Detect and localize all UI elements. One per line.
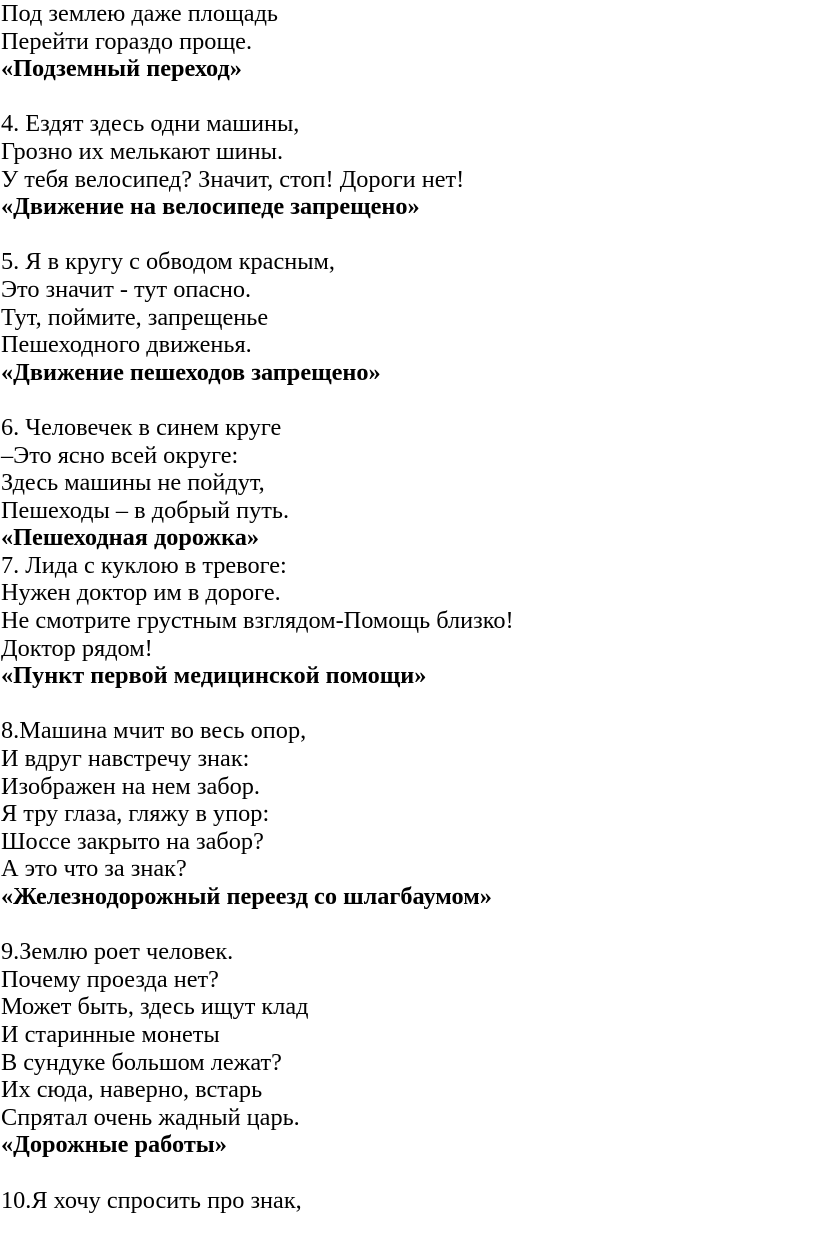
blank-line (1, 690, 811, 718)
poem-line: Я тру глаза, гляжу в упор: (1, 800, 270, 828)
poem-line: 7. Лида с куклою в тревоге: (1, 551, 287, 579)
poem-line: 8.Машина мчит во весь опор, (1, 717, 307, 745)
sign-name-line: «Пешеходная дорожка» (1, 524, 260, 552)
poem-line: 5. Я в кругу с обводом красным, (1, 248, 336, 276)
poem-line: 10.Я хочу спросить про знак, (1, 1186, 302, 1214)
poem-line: Нужен доктор им в дороге. (1, 579, 281, 607)
poem-line: Под землею даже площадь (1, 0, 279, 27)
blank-line (1, 911, 811, 939)
poem-line: Здесь машины не пойдут, (1, 469, 265, 497)
sign-name-line: «Дорожные работы» (1, 1131, 227, 1159)
poem-line: 9.Землю роет человек. (1, 938, 234, 966)
poem-line: 6. Человечек в синем круге (1, 413, 282, 441)
poem-line: Почему проезда нет? (1, 965, 219, 993)
poem-line: 4. Ездят здесь одни машины, (1, 110, 300, 138)
poem-line: Может быть, здесь ищут клад (1, 993, 309, 1021)
poem-line: Не смотрите грустным взглядом-Помощь близко! (1, 607, 514, 635)
poem-line: И вдруг навстречу знак: (1, 745, 250, 773)
poem-line: Изображен на нем забор. (1, 772, 260, 800)
sign-name-line: «Подземный переход» (1, 55, 242, 83)
blank-line (1, 221, 811, 249)
poem-line: Пешеходы – в добрый путь. (1, 496, 290, 524)
blank-line (1, 386, 811, 414)
poem-line: Доктор рядом! (1, 634, 153, 662)
blank-line (1, 83, 811, 111)
poem-line: Их сюда, наверно, встарь (1, 1076, 263, 1104)
poem-line: Это значит - тут опасно. (1, 275, 252, 303)
sign-name-line: «Движение пешеходов запрещено» (1, 358, 381, 386)
poem-line: У тебя велосипед? Значит, стоп! Дороги нет! (1, 165, 465, 193)
poem-line: Спрятал очень жадный царь. (1, 1103, 300, 1131)
poem-line: Шоссе закрыто на забор? (1, 827, 264, 855)
sign-name-line: «Пункт первой медицинской помощи» (1, 662, 427, 690)
document-body (1, 0, 811, 1214)
poem-line: Перейти гораздо проще. (1, 27, 253, 55)
poem-line: В сундуке большом лежат? (1, 1048, 282, 1076)
poem-line: –Это ясно всей округе: (1, 441, 239, 469)
sign-name-line: «Железнодорожный переезд со шлагбаумом» (1, 883, 492, 910)
sign-name-line: «Движение на велосипеде запрещено» (1, 193, 420, 221)
poem-line: Пешеходного движенья. (1, 331, 252, 359)
poem-line: А это что за знак? (1, 855, 187, 883)
blank-line (1, 1159, 811, 1187)
poem-line: Грозно их мелькают шины. (1, 137, 284, 165)
poem-line: И старинные монеты (1, 1020, 220, 1048)
poem-line: Тут, поймите, запрещенье (1, 303, 269, 331)
